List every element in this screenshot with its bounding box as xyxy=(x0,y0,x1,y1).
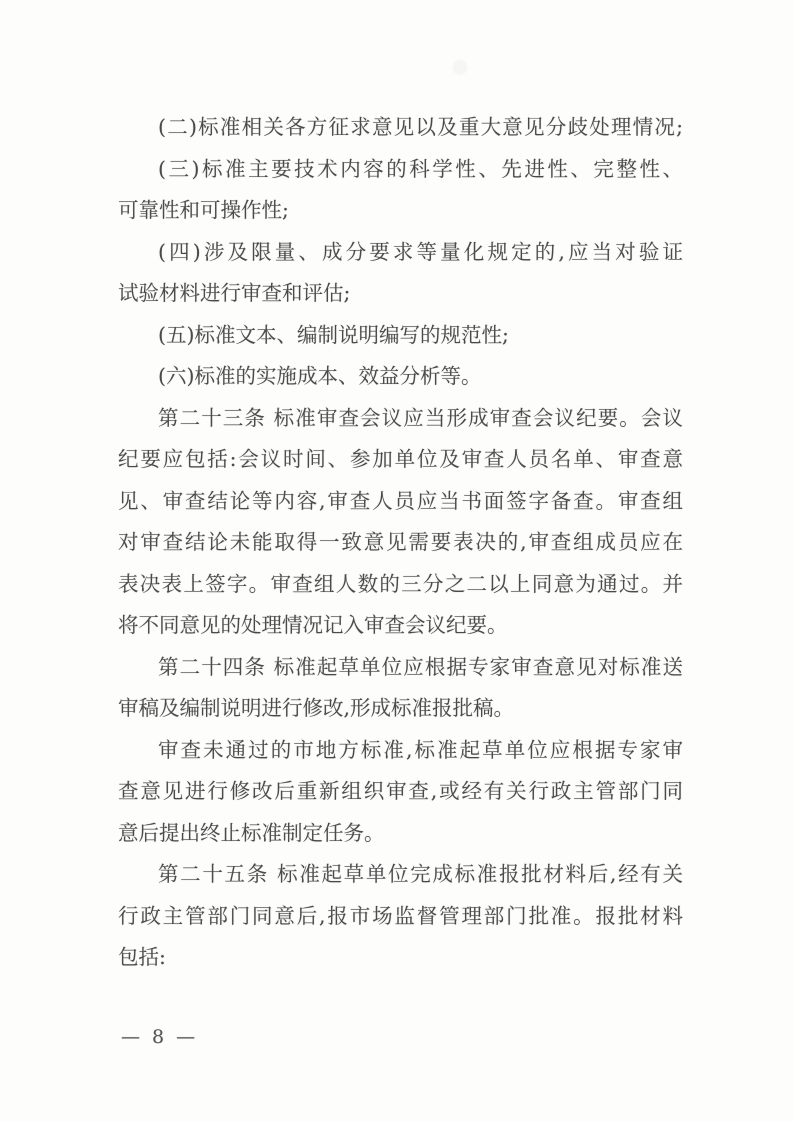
document-line: (四)涉及限量、成分要求等量化规定的,应当对验证 xyxy=(158,239,683,264)
document-line: 意后提出终止标准制定任务。 xyxy=(118,820,385,845)
document-line: 纪要应包括:会议时间、参加单位及审查人员名单、审查意 xyxy=(118,447,683,471)
document-line: 将不同意见的处理情况记入审查会议纪要。 xyxy=(118,613,508,637)
page-number: — 8 — xyxy=(121,1026,199,1048)
document-line: 第二十五条 标准起草单位完成标准报批材料后,经有关 xyxy=(158,862,683,886)
document-line: 查意见进行修改后重新组织审查,或经有关行政主管部门同 xyxy=(118,779,683,803)
document-line: (二)标准相关各方征求意见以及重大意见分歧处理情况; xyxy=(158,115,683,139)
document-line: 表决表上签字。审查组人数的三分之二以上同意为通过。并 xyxy=(118,571,683,596)
document-line: 包括: xyxy=(118,945,166,969)
document-line: 第二十三条 标准审查会议应当形成审查会议纪要。会议 xyxy=(158,405,683,430)
document-line: (六)标准的实施成本、效益分析等。 xyxy=(158,364,482,388)
document-line: (五)标准文本、编制说明编写的规范性; xyxy=(158,322,509,347)
document-body xyxy=(118,107,683,979)
document-line: 见、审查结论等内容,审查人员应当书面签字备查。审查组 xyxy=(118,488,683,513)
document-line: (三)标准主要技术内容的科学性、先进性、完整性、 xyxy=(158,156,683,181)
document-line: 试验材料进行审查和评估; xyxy=(118,281,351,305)
document-line: 审稿及编制说明进行修改,形成标准报批稿。 xyxy=(118,696,515,720)
document-line: 审查未通过的市地方标准,标准起草单位应根据专家审 xyxy=(158,737,683,762)
document-line: 对审查结论未能取得一致意见需要表决的,审查组成员应在 xyxy=(118,530,683,554)
document-line: 行政主管部门同意后,报市场监督管理部门批准。报批材料 xyxy=(118,903,683,928)
document-line: 可靠性和可操作性; xyxy=(118,198,289,222)
document-line: 第二十四条 标准起草单位应根据专家审查意见对标准送 xyxy=(158,654,683,679)
